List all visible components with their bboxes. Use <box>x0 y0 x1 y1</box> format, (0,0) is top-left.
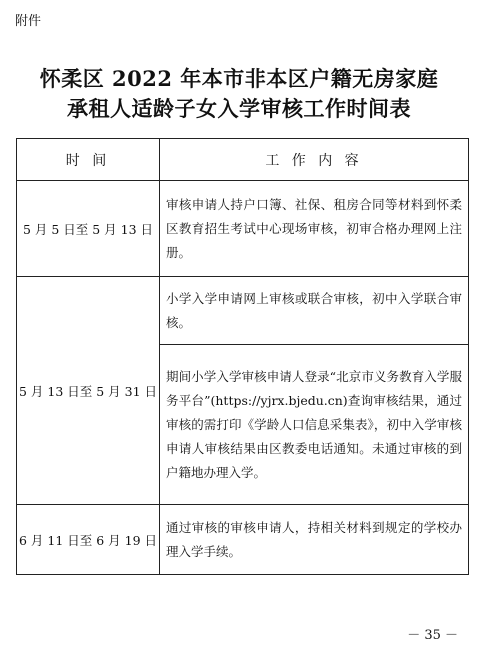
header-content: 工 作 内 容 <box>160 139 469 181</box>
row-time: 6 月 11 日至 6 月 19 日 <box>17 505 160 575</box>
page-title-line2: 承租人适龄子女入学审核工作时间表 <box>67 96 411 121</box>
row-content: 小学入学申请网上审核或联合审核，初中入学联合审核。 <box>160 277 469 345</box>
page-number: － 35 － <box>407 628 458 643</box>
row-content: 期间小学入学审核申请人登录“北京市义务教育入学服务平台”(https://yjrx.bjedu.cn)查询审核结果，通过审核的需打印《学龄人口信息采集表》，初中入学审核申请人审核结果由区教委电话通知。未通过审核的到户籍地办理入学。 <box>160 345 469 505</box>
table-row <box>17 181 469 277</box>
header-time: 时 间 <box>17 139 160 181</box>
row-content: 通过审核的审核申请人，持相关材料到规定的学校办理入学手续。 <box>160 505 469 575</box>
attachment-label: 附件 <box>15 14 42 29</box>
table-row <box>17 505 469 575</box>
table-row <box>17 277 469 345</box>
row-time: 5 月 5 日至 5 月 13 日 <box>17 181 160 277</box>
table-header-row <box>17 139 469 181</box>
schedule-table <box>16 138 469 575</box>
row-time: 5 月 13 日至 5 月 31 日 <box>17 277 160 505</box>
row-content: 审核申请人持户口簿、社保、租房合同等材料到怀柔区教育招生考试中心现场审核，初审合格办理网上注册。 <box>160 181 469 277</box>
page-title-line1: 怀柔区 2022 年本市非本区户籍无房家庭 <box>39 66 439 91</box>
